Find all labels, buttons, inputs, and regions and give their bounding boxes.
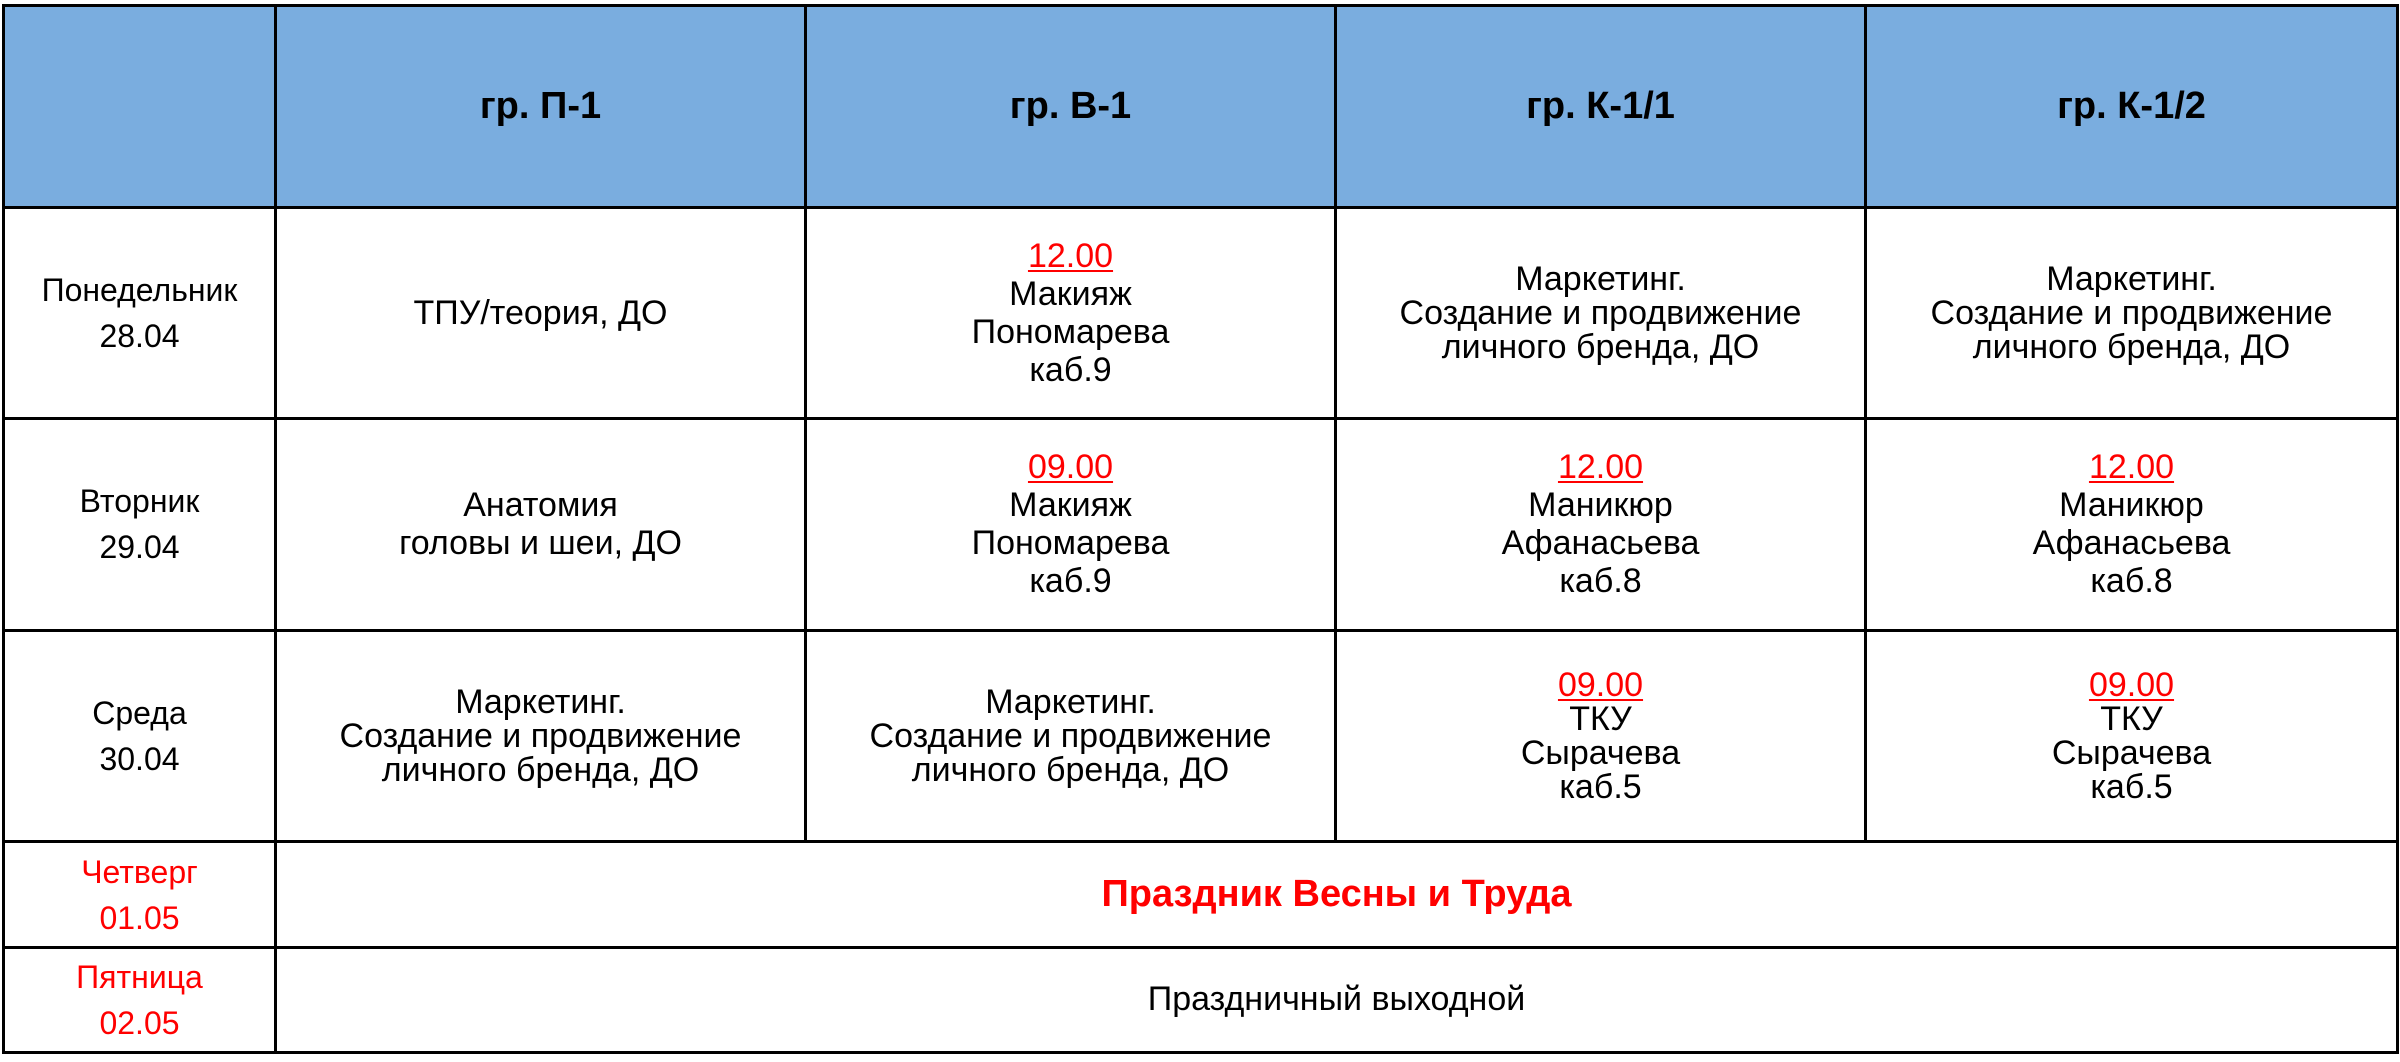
lesson-time: 12.00 (1027, 236, 1114, 275)
lesson-cell (1336, 419, 1866, 631)
row-monday (4, 207, 2398, 419)
day-name: Среда (92, 695, 187, 732)
row-tuesday (4, 419, 2398, 631)
lesson-time: 09.00 (2088, 666, 2175, 705)
day-name: Вторник (79, 483, 200, 520)
row-thursday (4, 842, 2398, 947)
header-row (4, 6, 2398, 208)
day-name: Четверг (81, 853, 198, 890)
lesson-time: 12.00 (2088, 448, 2175, 487)
lesson-cell (276, 419, 806, 631)
lesson-cell (1866, 630, 2398, 842)
lesson-time: 09.00 (1557, 666, 1644, 705)
day-cell (4, 419, 276, 631)
day-cell (4, 842, 276, 947)
lesson-subject: Маникюр (1528, 486, 1673, 525)
lesson-line: ТПУ/теория, ДО (413, 293, 668, 332)
lesson-cell (1336, 207, 1866, 419)
day-name: Пятница (76, 958, 203, 995)
lesson-teacher: Пономарева (971, 524, 1170, 563)
group-header-v1: гр. В-1 (806, 6, 1336, 208)
day-date: 01.05 (99, 899, 180, 936)
lesson-teacher: Афанасьева (2032, 524, 2231, 563)
lesson-line: личного бренда, ДО (1441, 327, 1760, 366)
day-date: 29.04 (99, 529, 180, 566)
lesson-room: каб.5 (2090, 768, 2173, 807)
lesson-teacher: Сырачева (1520, 734, 1681, 773)
lesson-cell (276, 630, 806, 842)
group-header-k1-1: гр. К-1/1 (1336, 6, 1866, 208)
day-cell (4, 947, 276, 1052)
day-date: 30.04 (99, 741, 180, 778)
schedule-table (2, 4, 2399, 1054)
lesson-line: личного бренда, ДО (911, 751, 1230, 790)
lesson-line: Маркетинг. (455, 683, 626, 722)
lesson-line: Маркетинг. (2046, 259, 2217, 298)
lesson-cell (1866, 207, 2398, 419)
lesson-line: Создание и продвижение (1930, 293, 2333, 332)
lesson-room: каб.9 (1029, 350, 1112, 389)
lesson-line: Создание и продвижение (339, 717, 742, 756)
lesson-room: каб.5 (1559, 768, 1642, 807)
lesson-line: головы и шеи, ДО (399, 524, 682, 563)
group-header-k1-2: гр. К-1/2 (1866, 6, 2398, 208)
lesson-cell (806, 630, 1336, 842)
lesson-subject: Макияж (1009, 274, 1132, 313)
lesson-teacher: Сырачева (2051, 734, 2212, 773)
lesson-line: Анатомия (463, 486, 618, 525)
lesson-line: личного бренда, ДО (1972, 327, 2291, 366)
row-wednesday (4, 630, 2398, 842)
day-date: 28.04 (99, 317, 180, 354)
lesson-teacher: Пономарева (971, 312, 1170, 351)
lesson-room: каб.8 (2090, 562, 2173, 601)
lesson-line: Создание и продвижение (1399, 293, 1802, 332)
lesson-subject: Макияж (1009, 486, 1132, 525)
holiday-banner: Праздник Весны и Труда (276, 842, 2398, 947)
lesson-line: Создание и продвижение (869, 717, 1272, 756)
lesson-time: 09.00 (1027, 448, 1114, 487)
day-name: Понедельник (41, 271, 238, 308)
header-corner (4, 6, 276, 208)
row-friday (4, 947, 2398, 1052)
lesson-room: каб.8 (1559, 562, 1642, 601)
lesson-cell (806, 419, 1336, 631)
group-header-p1: гр. П-1 (276, 6, 806, 208)
lesson-subject: Маникюр (2059, 486, 2204, 525)
lesson-time: 12.00 (1557, 448, 1644, 487)
lesson-line: Маркетинг. (985, 683, 1156, 722)
lesson-cell (276, 207, 806, 419)
lesson-cell (806, 207, 1336, 419)
lesson-subject: ТКУ (1569, 700, 1632, 739)
day-cell (4, 207, 276, 419)
dayoff-banner: Праздничный выходной (276, 947, 2398, 1052)
lesson-cell (1336, 630, 1866, 842)
lesson-room: каб.9 (1029, 562, 1112, 601)
lesson-subject: ТКУ (2100, 700, 2163, 739)
lesson-teacher: Афанасьева (1501, 524, 1700, 563)
lesson-line: Маркетинг. (1515, 259, 1686, 298)
day-date: 02.05 (99, 1004, 180, 1041)
lesson-cell (1866, 419, 2398, 631)
day-cell (4, 630, 276, 842)
lesson-line: личного бренда, ДО (381, 751, 700, 790)
